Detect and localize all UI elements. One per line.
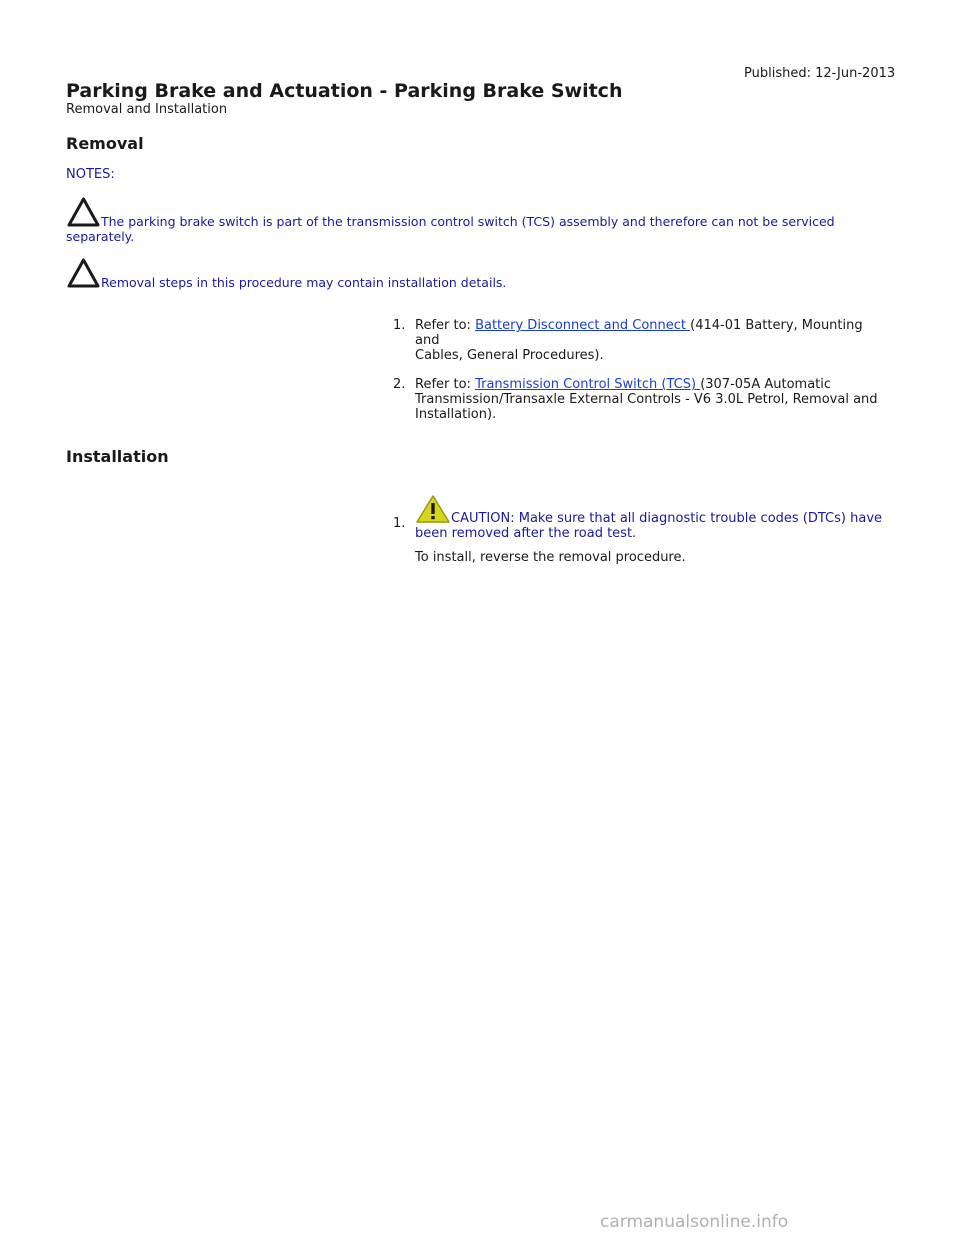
installation-step-1 [393,494,893,574]
install-instruction: To install, reverse the removal procedure. [415,550,686,565]
note-1-text-line1: The parking brake switch is part of the transmission control switch (TCS) assembly and therefore can not be serviced [101,214,835,229]
step-suffix-line1: (307-05A Automatic [700,377,832,392]
note-2-text: Removal steps in this procedure may contain installation details. [101,275,507,290]
page-subtitle: Removal and Installation [66,102,228,117]
step-suffix-line2: Cables, General Procedures). [415,348,604,363]
note-1 [66,196,866,244]
removal-step-1 [393,318,893,363]
removal-heading: Removal [66,134,144,153]
battery-disconnect-link[interactable]: Battery Disconnect and Connect [475,318,691,333]
caution-warning-icon [415,494,451,524]
note-icon [66,196,101,228]
note-icon [66,257,101,289]
removal-step-2 [393,377,893,425]
page-title: Parking Brake and Actuation - Parking Brake Switch [66,80,623,102]
step-prefix: Refer to: [415,377,476,392]
step-number: 1. [393,516,406,531]
step-suffix-line1: (414-01 Battery, Mounting and [415,318,863,348]
published-date: Published: 12-Jun-2013 [744,66,896,81]
watermark: carmanualsonline.info [600,1212,789,1232]
step-number: 1. [393,318,406,333]
step-suffix-line2: Transmission/Transaxle External Controls - V6 3.0L Petrol, Removal and [415,392,878,407]
installation-heading: Installation [66,447,169,466]
step-number: 2. [393,377,406,392]
note-2 [66,257,866,290]
caution-text-line2: been removed after the road test. [415,526,637,541]
step-suffix-line3: Installation). [415,407,497,422]
transmission-control-switch-link[interactable]: Transmission Control Switch (TCS) [475,377,701,392]
note-1-text-line2: separately. [66,229,135,244]
step-prefix: Refer to: [415,318,476,333]
notes-label: NOTES: [66,167,115,182]
caution-text-line1: CAUTION: Make sure that all diagnostic trouble codes (DTCs) have [451,511,883,526]
